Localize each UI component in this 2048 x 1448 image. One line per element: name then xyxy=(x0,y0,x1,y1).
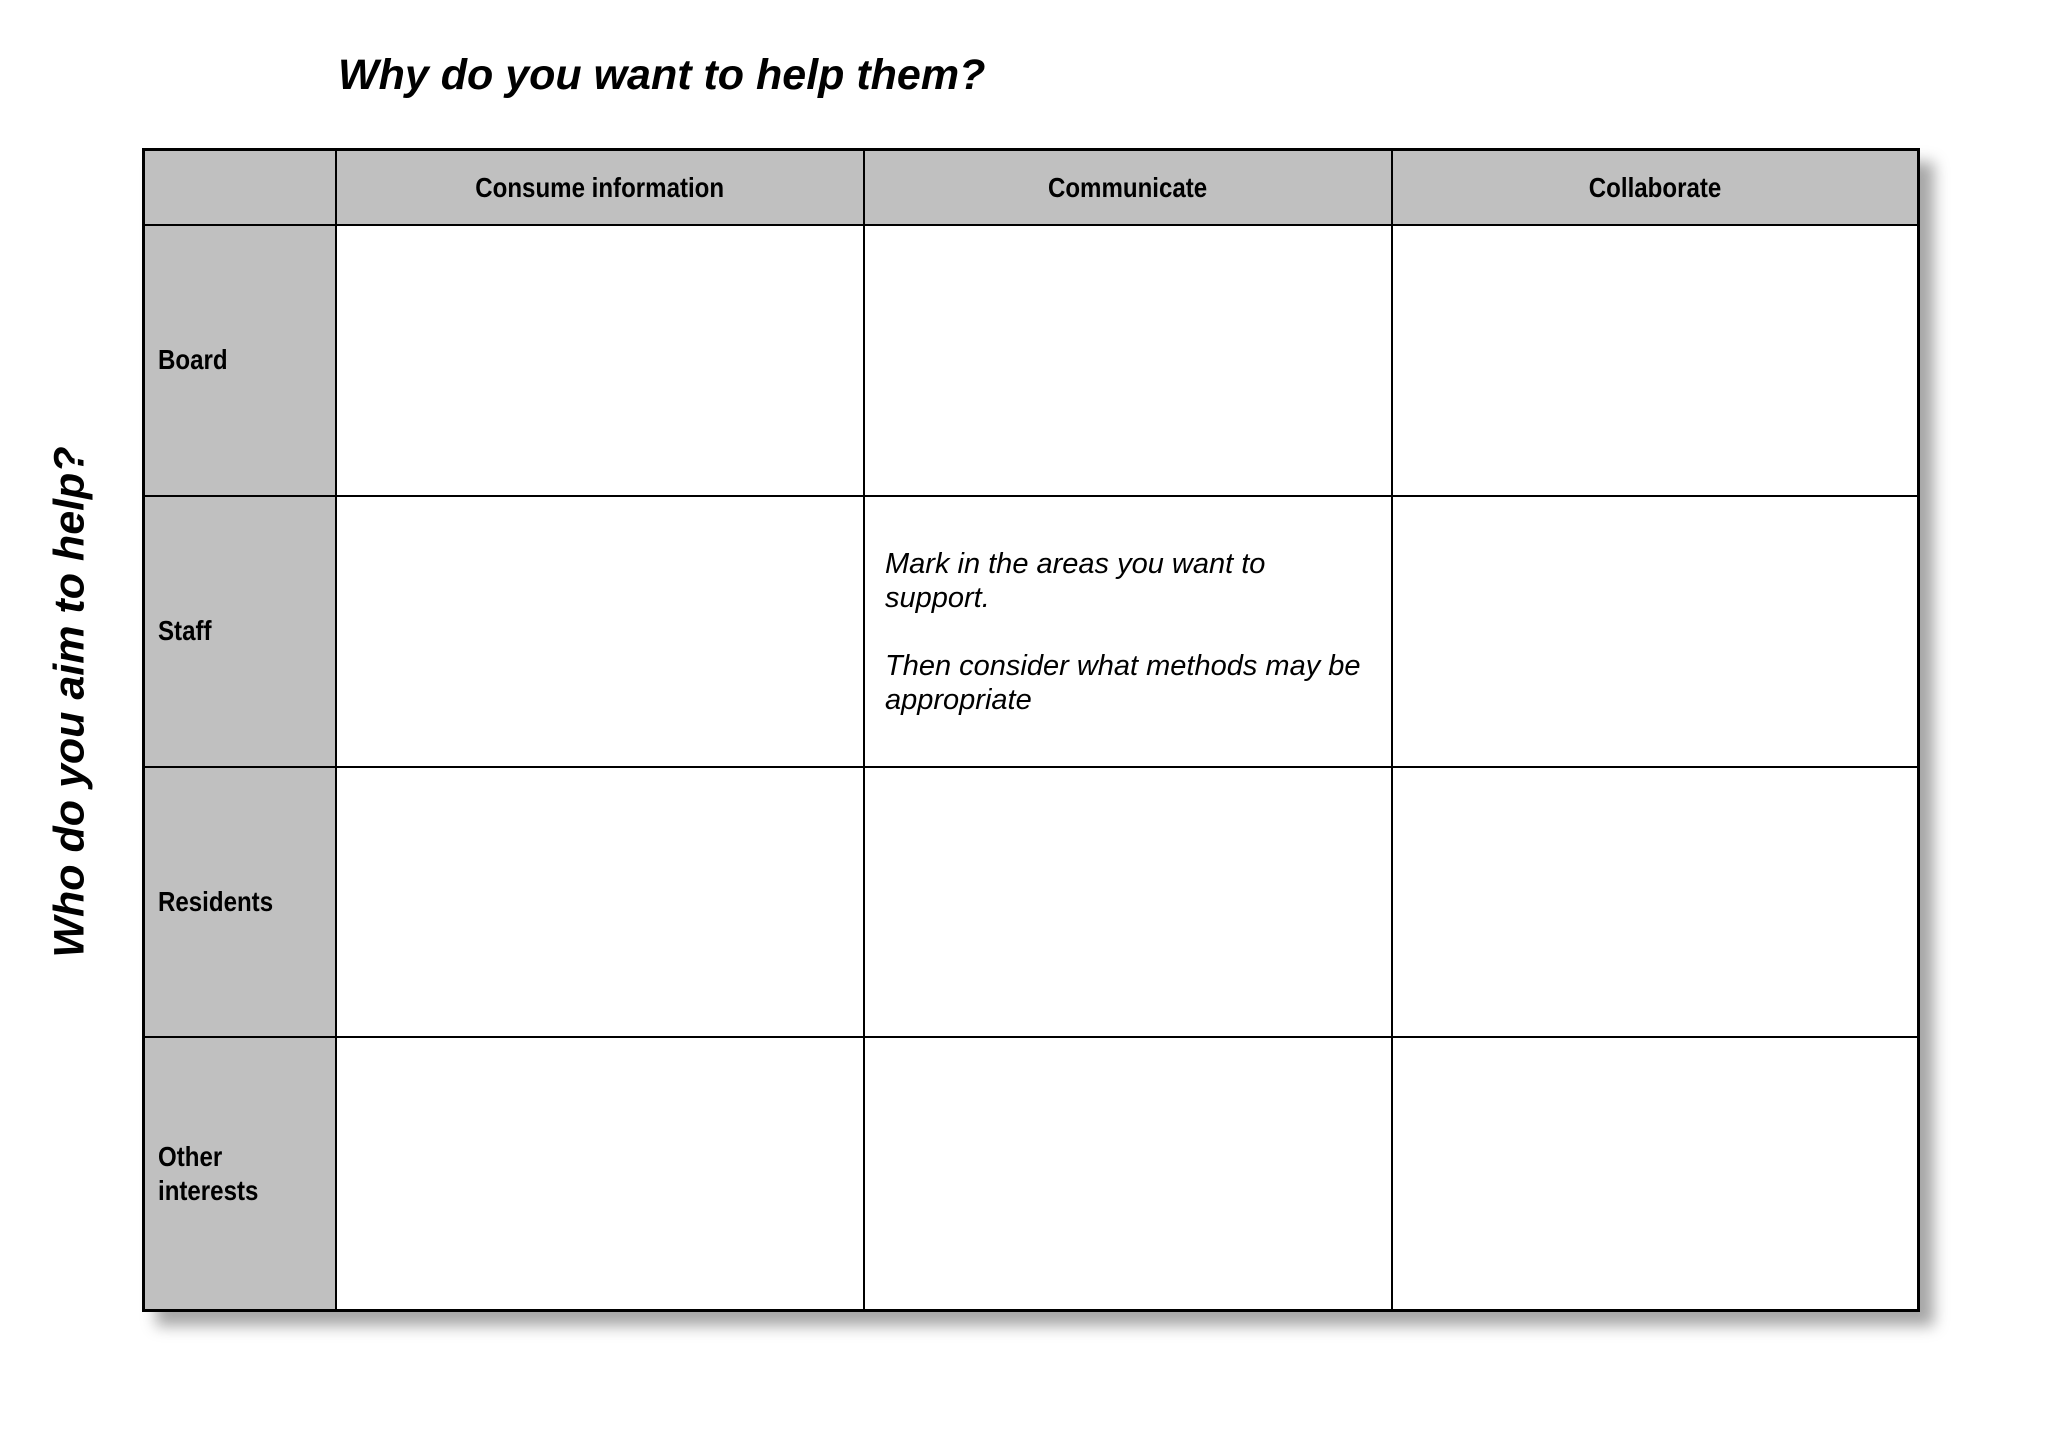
corner-cell xyxy=(145,151,337,226)
instructions-text xyxy=(885,547,1377,717)
row-header-label: Other interests xyxy=(158,1140,259,1206)
grid-cell[interactable] xyxy=(1393,226,1917,497)
instructions-line-1: Mark in the areas you want to support. xyxy=(885,547,1266,614)
row-header-staff xyxy=(145,497,337,768)
grid-cell[interactable] xyxy=(1393,768,1917,1039)
row-header-board xyxy=(145,226,337,497)
column-header-label: Communicate xyxy=(1048,171,1208,203)
row-header-label: Residents xyxy=(158,885,274,917)
grid-cell[interactable] xyxy=(1393,497,1917,768)
row-header-label: Staff xyxy=(158,615,212,647)
row-header-other-interests xyxy=(145,1038,337,1309)
column-header-label: Collaborate xyxy=(1588,171,1722,203)
column-header-consume xyxy=(337,151,865,226)
top-title: Why do you want to help them? xyxy=(338,51,986,99)
row-header-label: Board xyxy=(158,344,228,376)
grid-cell[interactable] xyxy=(1393,1038,1917,1309)
grid-cell[interactable] xyxy=(337,226,865,497)
grid-cell[interactable] xyxy=(337,768,865,1039)
grid-cell-instructions[interactable] xyxy=(865,497,1393,768)
instructions-line-2: Then consider what methods may be appropriate xyxy=(885,649,1361,716)
side-title: Who do you aim to help? xyxy=(45,446,94,958)
column-header-label: Consume information xyxy=(475,171,725,203)
grid-cell[interactable] xyxy=(865,768,1393,1039)
column-header-collaborate xyxy=(1393,151,1917,226)
grid-cell[interactable] xyxy=(865,1038,1393,1309)
grid-cell[interactable] xyxy=(865,226,1393,497)
grid-cell[interactable] xyxy=(337,497,865,768)
row-header-residents xyxy=(145,768,337,1039)
worksheet-grid xyxy=(142,148,1920,1312)
grid-cell[interactable] xyxy=(337,1038,865,1309)
column-header-communicate xyxy=(865,151,1393,226)
